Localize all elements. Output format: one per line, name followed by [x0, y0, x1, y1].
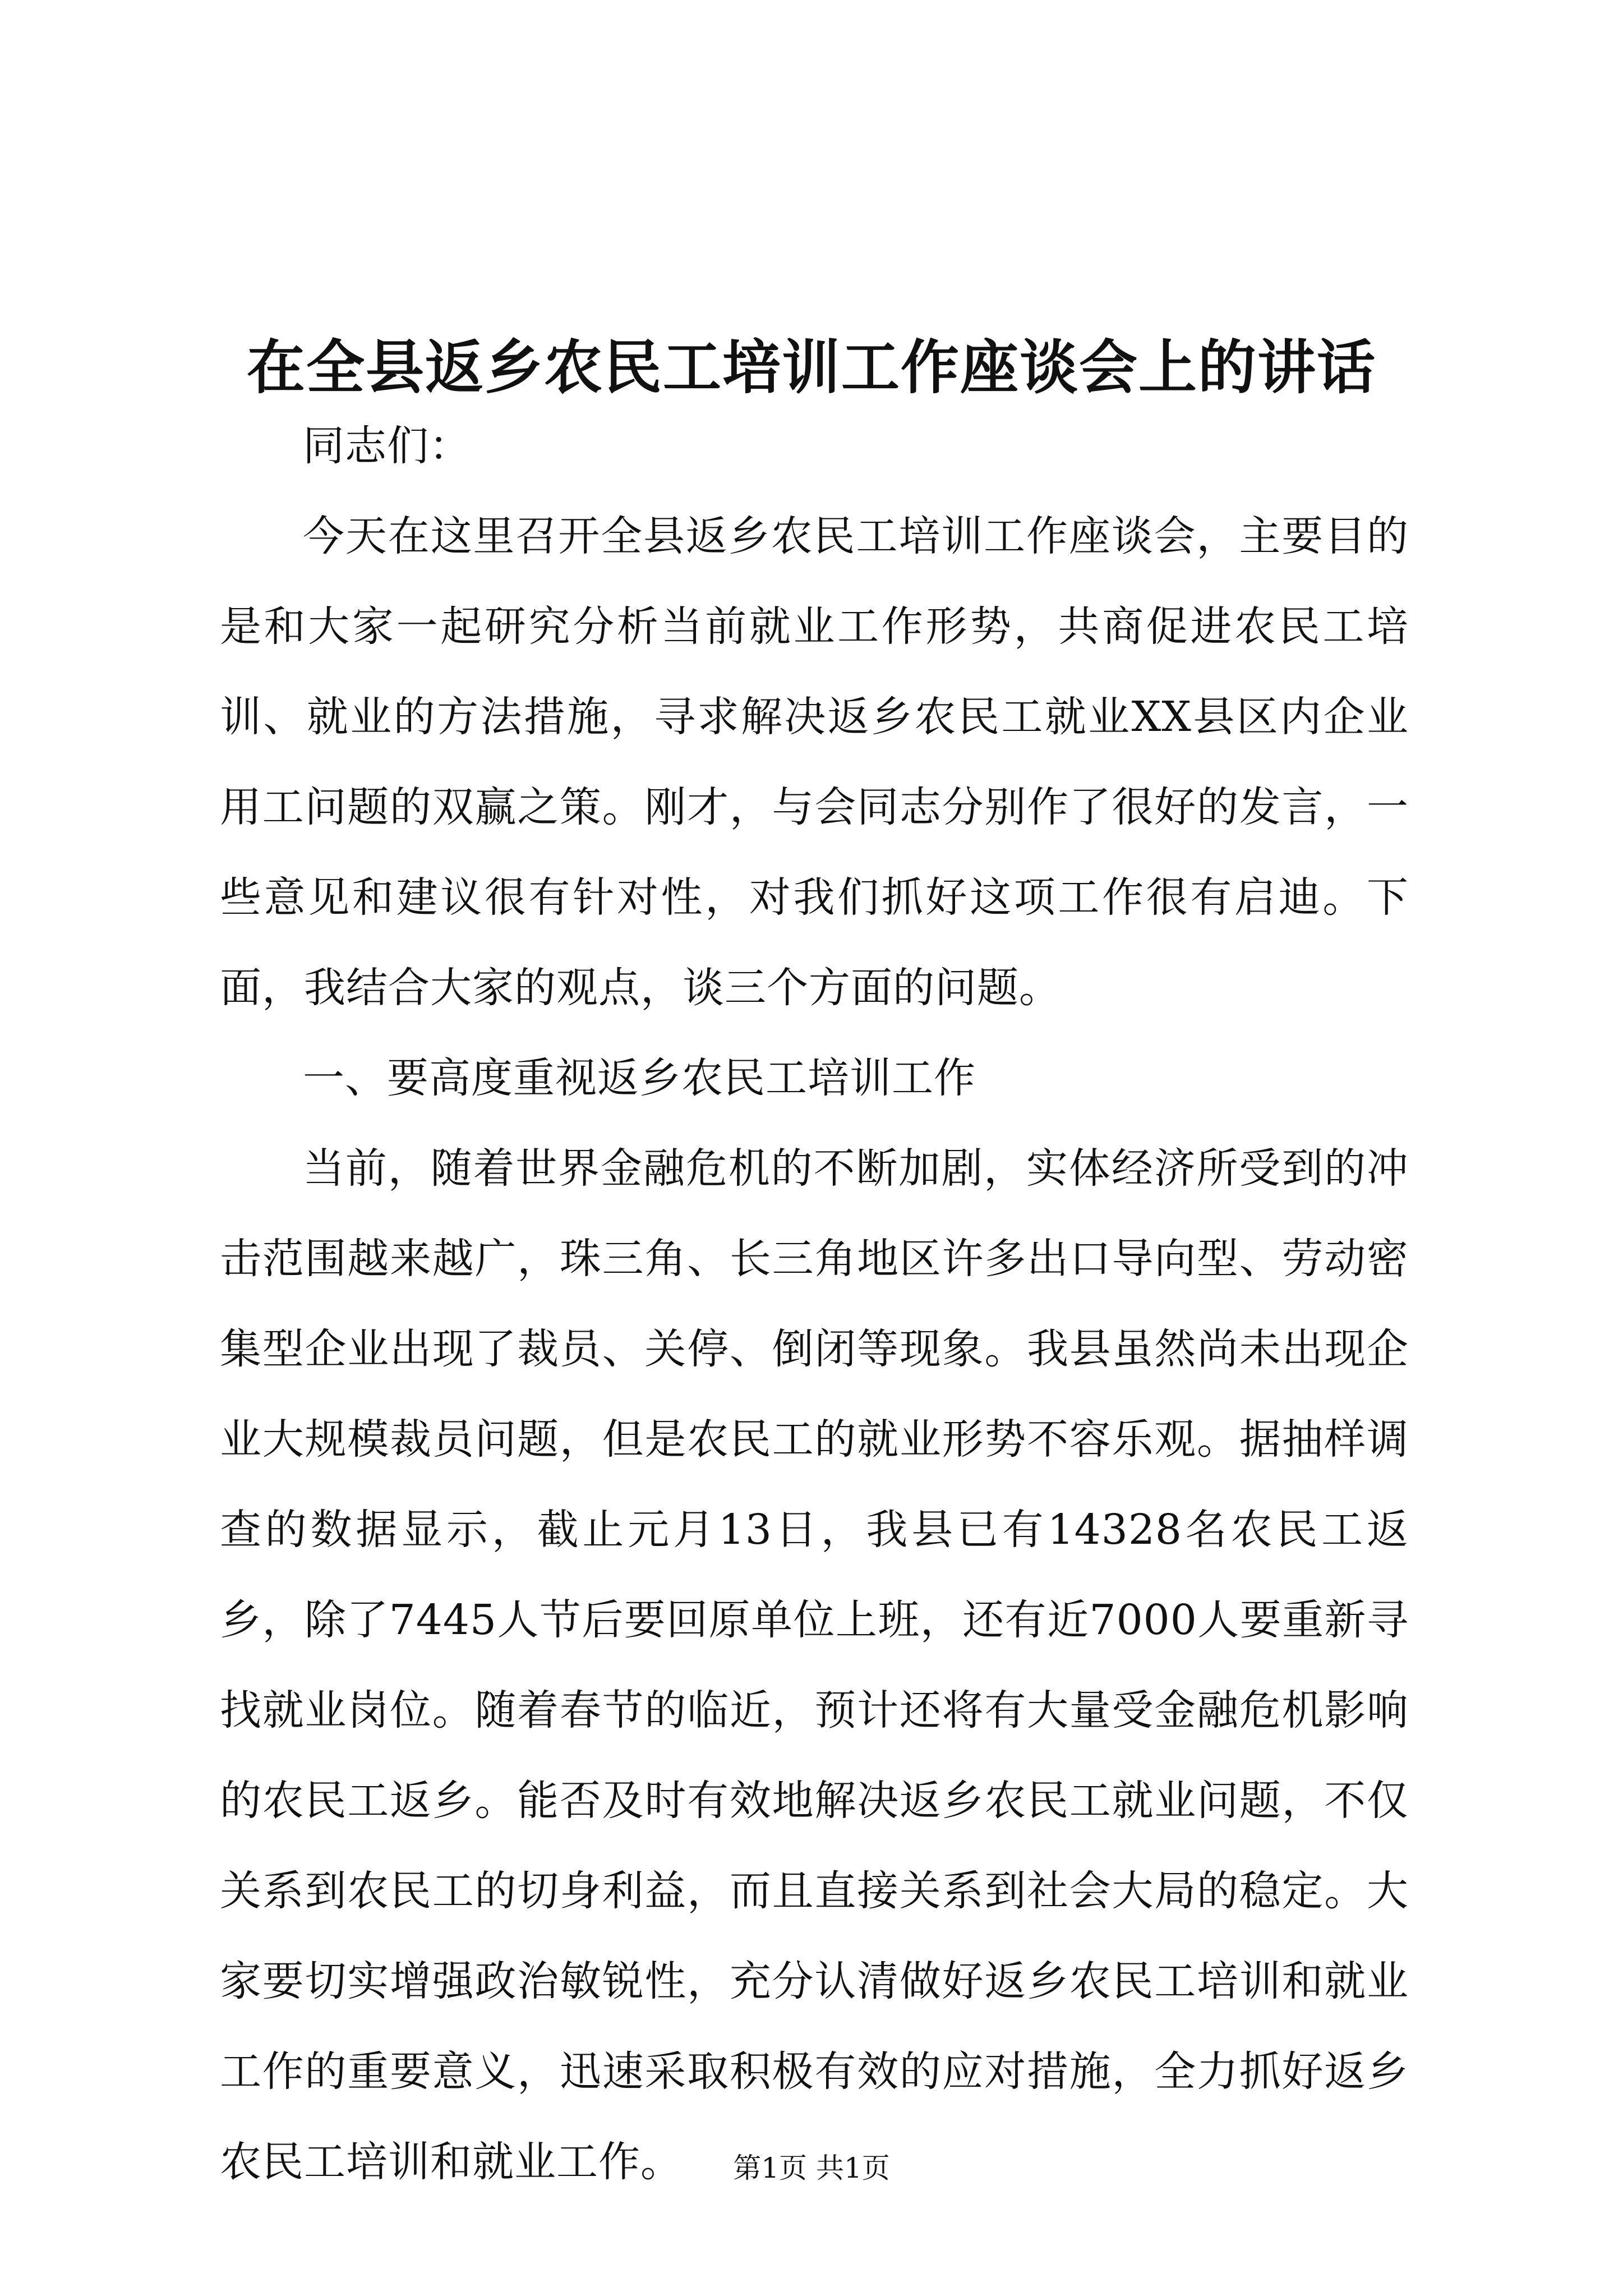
page-footer: 第1页 共1页 [733, 2152, 890, 2184]
section-heading: 一、要高度重视返乡农民工培训工作 [303, 1054, 976, 1102]
document-title: 在全县返乡农民工培训工作座谈会上的讲话 [246, 332, 1376, 402]
salutation-paragraph: 同志们： [303, 422, 471, 470]
document-body [220, 401, 1409, 2207]
section-paragraph: 当前，随着世界金融危机的不断加剧，实体经济所受到的冲击范围越来越广，珠三角、长三角地区许多出口导向型、劳动密集型企业出现了裁员、关停、倒闭等现象。我县虽然尚未出现企业大规模裁员问题，但是农民工的就业形势不容乐观。据抽样调查的数据显示，截止元月13日，我县已有14328名农民工返乡，除了7445人节后要回原单位上班，还有近7000人要重新寻找就业岗位。随着春节的临近，预计还将有大量受金融危机影响的农民工返乡。能否及时有效地解决返乡农民工就业问题，不仅关系到农民工的切身利益，而且直接关系到社会大局的稳定。大家要切实增强政治敏锐性，充分认清做好返乡农民工培训和就业工作的重要意义，迅速采取积极有效的应对措施，全力抓好返乡农民工培训和就业工作。 [220, 1144, 1409, 2186]
intro-paragraph: 今天在这里召开全县返乡农民工培训工作座谈会，主要目的是和大家一起研究分析当前就业工作形势，共商促进农民工培训、就业的方法措施，寻求解决返乡农民工就业XX县区内企业用工问题的双赢之策。刚才，与会同志分别作了很好的发言，一些意见和建议很有针对性，对我们抓好这项工作很有启迪。下面，我结合大家的观点，谈三个方面的问题。 [220, 512, 1409, 1012]
